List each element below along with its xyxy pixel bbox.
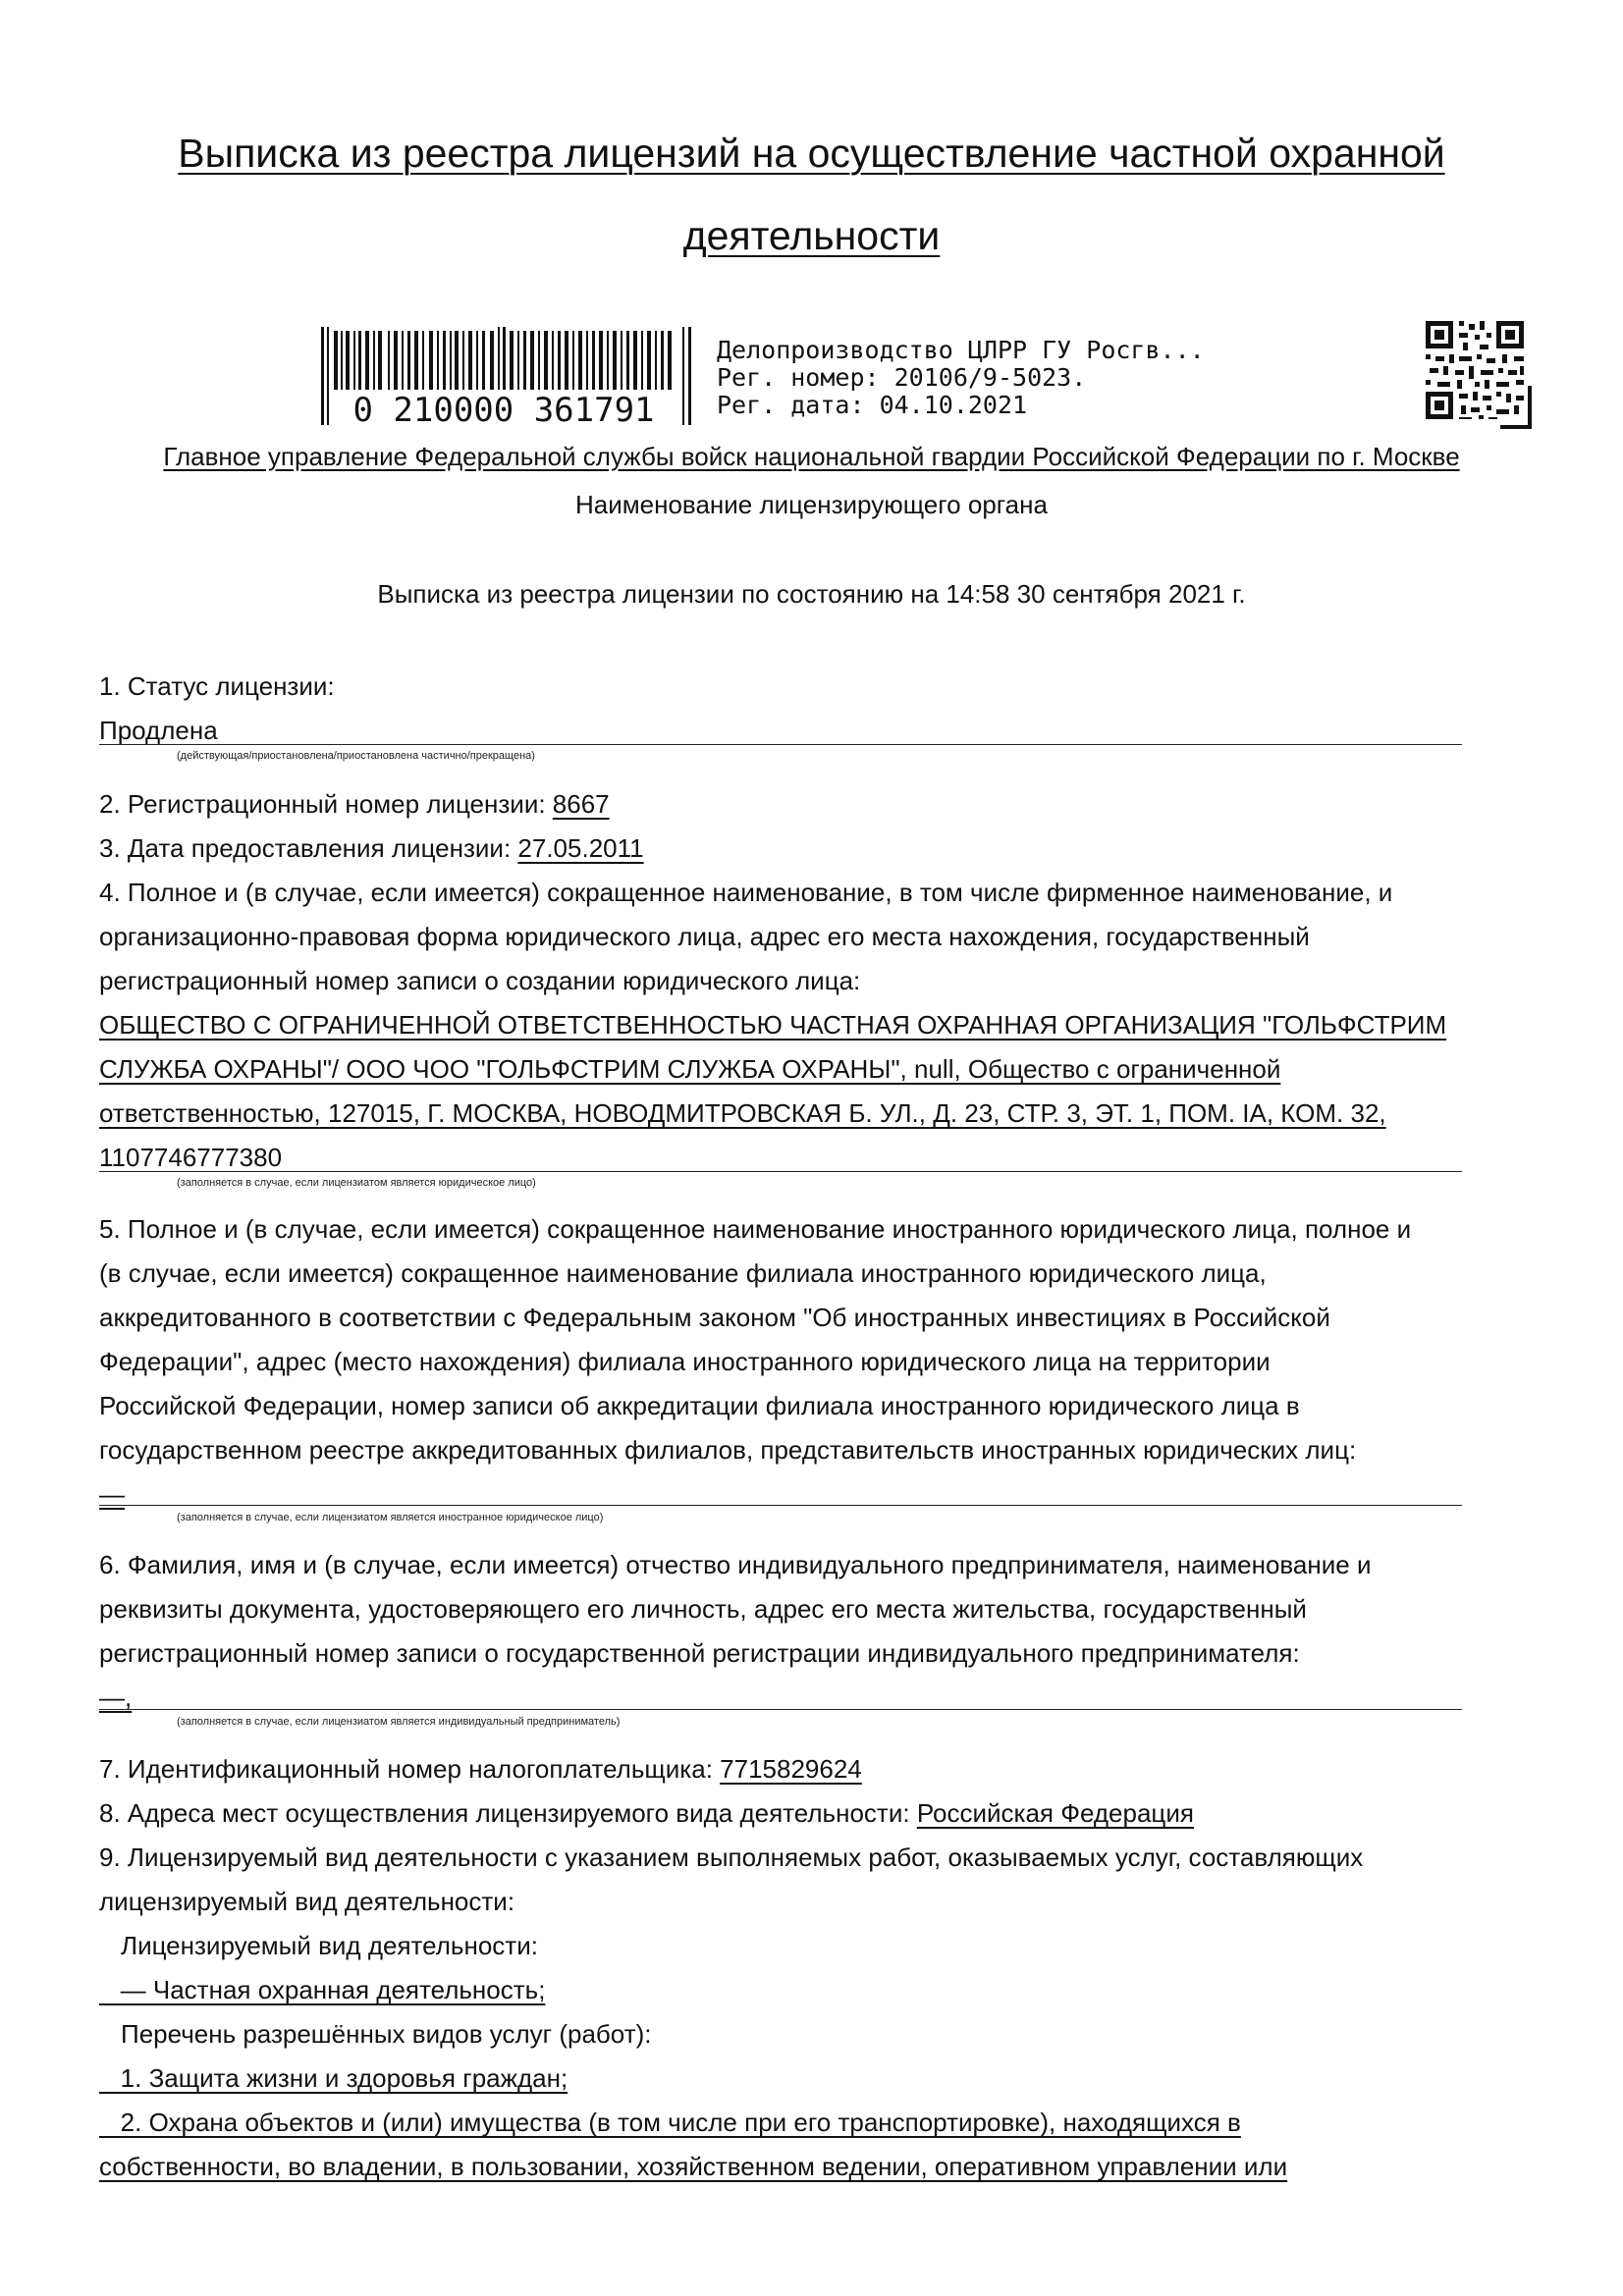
authority-name: Главное управление Федеральной службы войск национальной гвардии Российской Федерации по г. Москве [163, 442, 1460, 471]
s5-rule [99, 1505, 1462, 1506]
sections-2-4 [99, 782, 1542, 1180]
s4-line-2: организационно-правовая форма юридического лица, адрес его места нахождения, государственный [99, 922, 1310, 951]
s4-rule [99, 1171, 1462, 1172]
reg-number-label: 2. Регистрационный номер лицензии: [99, 789, 553, 819]
inn-value: 7715829624 [720, 1754, 862, 1784]
s4-line-3: регистрационный номер записи о создании юридического лица: [99, 966, 861, 995]
stamp-reg-number: Рег. номер: 20106/9-5023. [717, 363, 1087, 392]
barcode-icon [319, 327, 694, 425]
status-value: Продлена [99, 716, 218, 745]
s9-line-2: лицензируемый вид деятельности: [99, 1887, 515, 1916]
issue-date-label: 3. Дата предоставления лицензии: [99, 833, 518, 863]
status-label: 1. Статус лицензии: [99, 671, 335, 701]
s9-service-1: 1. Защита жизни и здоровья граждан; [99, 2063, 568, 2093]
s4-value-2: СЛУЖБА ОХРАНЫ"/ ООО ЧОО "ГОЛЬФСТРИМ СЛУЖБА ОХРАНЫ", null, Общество с ограниченной [99, 1054, 1281, 1084]
status-hint: (действующая/приостановлена/приостановлена частично/прекращена) [177, 750, 535, 762]
issue-date-value: 27.05.2011 [517, 833, 644, 863]
s9-activity-value: — Частная охранная деятельность; [99, 1975, 546, 2004]
reg-number-row [99, 782, 1542, 827]
barcode-number: 0 210000 361791 [352, 391, 655, 425]
s9-service-2a: 2. Охрана объектов и (или) имущества (в том числе при его транспортировке), находящихся в [99, 2108, 1241, 2137]
s5-line-3: аккредитованного в соответствии с Федеральным законом "Об иностранных инвестициях в Российской [99, 1303, 1330, 1332]
stamp-reg-date: Рег. дата: 04.10.2021 [717, 391, 1028, 419]
s5-value: — [99, 1479, 125, 1509]
s4-hint: (заполняется в случае, если лицензиатом является юридическое лицо) [177, 1177, 536, 1189]
s5-line-4: Федерации", адрес (место нахождения) филиала иностранного юридического лица на территории [99, 1347, 1271, 1376]
title-line-1: Выписка из реестра лицензий на осуществление частной охранной [178, 131, 1445, 176]
issue-date-row [99, 827, 1542, 871]
s4-value-3: ответственностью, 127015, Г. МОСКВА, НОВОДМИТРОВСКАЯ Б. УЛ., Д. 23, СТР. 3, ЭТ. 1, ПОМ. IA, КОМ. 32, [99, 1098, 1386, 1128]
s4-line-1: 4. Полное и (в случае, если имеется) сокращенное наименование, в том числе фирменное наименование, и [99, 878, 1393, 907]
s9-line-1: 9. Лицензируемый вид деятельности с указанием выполняемых работ, оказываемых услуг, составляющих [99, 1842, 1364, 1872]
s5-line-1: 5. Полное и (в случае, если имеется) сокращенное наименование иностранного юридического лица, полное и [99, 1214, 1412, 1244]
reg-number-value: 8667 [552, 789, 610, 819]
s5-line-2: (в случае, если имеется) сокращенное наименование филиала иностранного юридического лица, [99, 1258, 1267, 1288]
qr-code-icon [1426, 321, 1534, 429]
inn-row [99, 1747, 1542, 1791]
s4-value-4: 1107746777380 [99, 1143, 283, 1172]
s6-value: —, [99, 1682, 133, 1712]
s6-rule [99, 1709, 1462, 1710]
authority-caption: Наименование лицензирующего органа [575, 490, 1048, 519]
address-row [99, 1791, 1542, 1836]
address-label: 8. Адреса мест осуществления лицензируемого вида деятельности: [99, 1798, 917, 1828]
s6-line-1: 6. Фамилия, имя и (в случае, если имеется) отчество индивидуального предпринимателя, наименование и [99, 1550, 1372, 1579]
s6-hint: (заполняется в случае, если лицензиатом является индивидуальный предприниматель) [177, 1716, 621, 1728]
s6-line-2: реквизиты документа, удостоверяющего его личность, адрес его места жительства, государственный [99, 1594, 1307, 1624]
status-rule [99, 744, 1462, 745]
address-value: Российская Федерация [916, 1798, 1194, 1828]
s5-hint: (заполняется в случае, если лицензиатом является иностранное юридическое лицо) [177, 1512, 604, 1523]
s9-activity-label: Лицензируемый вид деятельности: [121, 1931, 538, 1960]
sections-7-9 [99, 1747, 1542, 2189]
licensing-authority [0, 442, 1623, 520]
s9-services-label: Перечень разрешённых видов услуг (работ): [121, 2019, 652, 2049]
title-line-2: деятельности [682, 213, 941, 258]
inn-label: 7. Идентификационный номер налогоплательщика: [99, 1754, 721, 1784]
s5-line-6: государственном реестре аккредитованных филиалов, представительств иностранных юридических лиц: [99, 1435, 1357, 1465]
section-1 [99, 665, 1542, 753]
registration-stamp [717, 337, 1205, 419]
s4-value-1: ОБЩЕСТВО С ОГРАНИЧЕННОЙ ОТВЕТСТВЕННОСТЬЮ ЧАСТНАЯ ОХРАННАЯ ОРГАНИЗАЦИЯ "ГОЛЬФСТРИМ [99, 1010, 1447, 1040]
section-5 [99, 1207, 1542, 1517]
section-6 [99, 1543, 1542, 1720]
s5-line-5: Российской Федерации, номер записи об аккредитации филиала иностранного юридического лица в [99, 1391, 1300, 1420]
s9-service-2b: собственности, во владении, в пользовании, хозяйственном ведении, оперативном управлении или [99, 2152, 1288, 2181]
extract-as-of: Выписка из реестра лицензии по состоянию на 14:58 30 сентября 2021 г. [377, 579, 1246, 609]
s6-line-3: регистрационный номер записи о государственной регистрации индивидуального предпринимателя: [99, 1638, 1300, 1668]
document-title [0, 112, 1623, 277]
stamp-office: Делопроизводство ЦЛРР ГУ Росгв... [717, 336, 1205, 364]
